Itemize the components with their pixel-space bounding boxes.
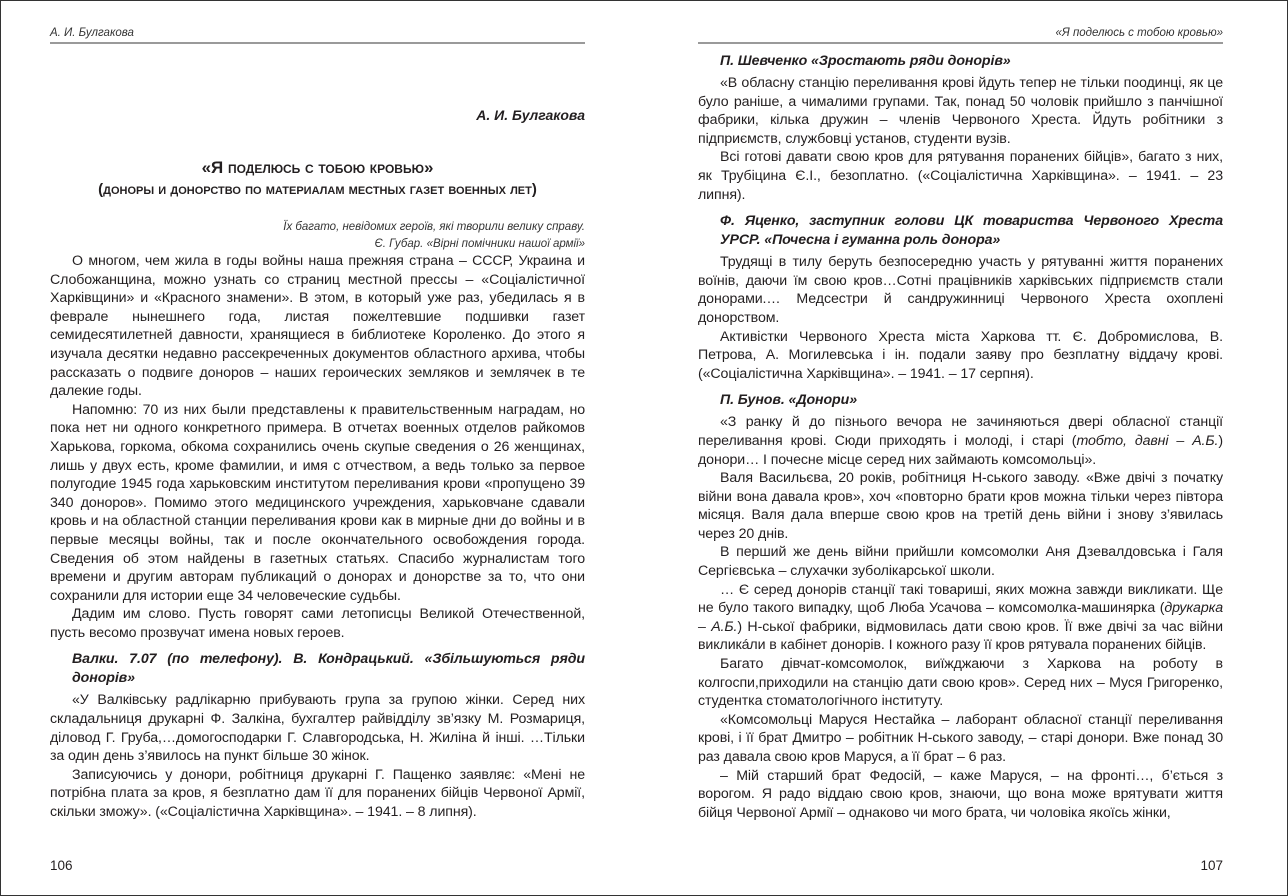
left-page <box>50 0 585 896</box>
section-heading: П. Шевченко «Зростають ряди донорів» <box>720 53 1011 69</box>
paragraph: В перший же день війни прийшли комсомолки Аня Дзевалдовська і Галя Сергієвська – слухачки зуболікарської школи. <box>698 544 1223 580</box>
article-author: А. И. Булгакова <box>476 107 585 123</box>
section-heading: Ф. Яценко, заступник голови ЦК товариства Червоного Хреста УРСР. «Почесна і гуманна роль донора» <box>720 213 1223 249</box>
paragraph: Всі готові давати свою кров для рятування поранених бійців», багато з них, як Трубіцина Є.І., безоплатно. («Соціалістична Харківщина». – 1941. – 23 липня). <box>698 149 1223 203</box>
paragraph: Валя Васильєва, 20 років, робітниця Н-ського заводу. «Вже двічі з початку війни вона давала кров», хоч «повторно брати кров можна тільки через півтора місяця. Валя дала вперше свою кров на третій день війни і знову з’явилась через 20 днів. <box>698 470 1223 542</box>
text-run: «З ранку й до пізнього вечора не зачиняються двері обласної станції переливання крові. Сюди приходять і молоді, і старі ( <box>698 414 1223 449</box>
page-number-left: 106 <box>50 858 73 873</box>
paragraph: Трудящі в тилу беруть безпосередню участь у рятуванні життя поранених воїнів, даючи їм свою кров…Сотні працівників харківських підприємств стали донорами.… Медсестри й сандружинниці Червоного Хреста охоплені донорством. <box>698 254 1223 326</box>
running-head-left: А. И. Булгакова <box>50 27 134 39</box>
text-run: … Є серед донорів станції такі товариші, яких можна завжди викликати. Ще не було такого випадку, щоб Люба Усачова – комсомолка-машинярка ( <box>698 581 1223 617</box>
epigraph <box>283 219 585 253</box>
epigraph-source: Є. Губар. «Вірні помічники нашої армії» <box>374 238 585 250</box>
section-heading: П. Бунов. «Донори» <box>720 392 857 409</box>
paragraph: «В обласну станцію переливання крові йдуть тепер не тільки поодинці, як це було раніше, а чималими групами. Так, понад 50 чоловік прийшло з панчішної фабрики, кілька дружин – членів Червоного Хреста. Йдуть робітники з підприємств, службовці установ, студенти вузів. <box>698 75 1223 147</box>
paragraph: «У Валківську радлікарню прибувають група за групою жінки. Серед них складальниця друкарні Ф. Залкіна, бухгалтер райвідділу зв’язку М. Розмариця, діловод Г. Груба,…домогосподарки Г. Славгородська, Н. Жиліна й інші. …Тільки за один день з’явилось на пункт більше 30 жінок. <box>50 692 585 765</box>
page-number-right: 107 <box>1200 858 1223 873</box>
paragraph: Напомню: 70 из них были представлены к правительственным наградам, но пока нет ни одного конкретного примера. В отчетах военных отделов райкомов Харькова, горкома, обкома сохранились очень скупые сведения о 26 женщинах, лишь у двух есть, кроме фамилии, и имя с отчеством, а ведь только за первое полугодие 1945 года харьковским институтом переливания крови «пропущено 39 340 доноров». Помимо этого медицинского учреждения, харьковчане сдавали кровь и на областной станции переливания крови как в мирные дни до войны и в первые месяцы войны, так и после окончательного освобождения города. Сведения об этом найдены в газетных статьях. Спасибо журналистам того времени и другим авторам публикаций о донорах и донорстве за то, что они сохранили для истории еще 34 человеческие судьбы. <box>50 401 585 604</box>
title-line-2: (доноры и донорство по материалам местных газет военных лет) <box>98 181 537 198</box>
right-body <box>698 52 1223 822</box>
epigraph-text: Їх багато, невідомих героїв, які творили велику справу. <box>283 221 585 233</box>
section-heading: Валки. 7.07 (по телефону). В. Кондрацький. «Збільшуються ряди донорів» <box>72 651 585 687</box>
paragraph: Дадим им слово. Пусть говорят сами летописцы Великой Отечественной, пусть весомо прозвучат имена новых героев. <box>50 606 585 641</box>
paragraph: Багато дівчат-комсомолок, виїжджаючи з Харкова на роботу в колгоспи,приходили на станцію дати свою кров». Серед них – Муся Григоренко, студентка стоматологічного інституту. <box>698 656 1223 710</box>
paragraph: Записуючись у донори, робітниця друкарні Г. Пащенко заявляє: «Мені не потрібна плата за кров, я безплатно дам її для поранених бійців Червоної Армії, скільки зможу». («Соціалістична Харківщина». – 1941. – 8 липня). <box>50 766 585 821</box>
paragraph: «Комсомольці Маруся Нестайка – лаборант обласної станції переливання крові, і її брат Дмитро – робітник Н-ського заводу, – старі донори. Вже понад 30 раз давала свою кров Маруся, а її брат – 6 раз. <box>698 711 1223 765</box>
editor-note: друкарка – А.Б. <box>698 600 1223 635</box>
paragraph: Активістки Червоного Хреста міста Харкова тт. Є. Добромислова, В. Петрова, А. Могилевська і ін. подали заяву про безплатну віддачу крові. («Соціалістична Харківщина». – 1941. – 17 серпня). <box>698 328 1223 382</box>
paragraph: О многом, чем жила в годы войны наша прежняя страна – СССР, Украина и Слобожанщина, можно узнать со страниц местной прессы – «Соціалістичної Харківщини» и «Красного знамени». В этом, в который уже раз, убедилась я в феврале нынешнего года, листая пожелтевшие подшивки газет семидесятилетней давности, хранящиеся в библиотеке Короленко. До этого я изучала десятки недавно рассекреченных документов областного архива, чтобы рассказать о подвиге доноров – наших героических земляков и землячек в те далекие годы. <box>50 253 585 400</box>
paragraph: – Мій старший брат Федосій, – каже Маруся, – на фронті…, б’ється з ворогом. Я радо віддаю свою кров, знаючи, що вона може врятувати життя бійця Червоної Армії – однаково чи мого брата, чи чоловіка якоїсь жінки, <box>698 767 1223 821</box>
title-line-1: «Я поделюсь с тобою кровью» <box>201 158 434 177</box>
editor-note: тобто, давні – А.Б. <box>1076 432 1219 449</box>
paragraph <box>698 581 1223 655</box>
header-rule-left <box>50 42 585 44</box>
running-head-right: «Я поделюсь с тобою кровью» <box>1055 27 1223 39</box>
article-title <box>50 157 585 201</box>
right-page <box>698 0 1223 896</box>
left-body <box>50 252 585 822</box>
paragraph <box>698 413 1223 469</box>
header-rule-right <box>698 42 1223 44</box>
text-run: ) донори… І почесне місце серед них займають комсомольці». <box>698 432 1223 468</box>
text-run: ) Н-ської фабрики, відмовилась дати свою кров. Її вже двічі за час війни викликáли в кабінет донорів. І кожного разу її кров рятувала поранених бійців. <box>698 618 1223 654</box>
